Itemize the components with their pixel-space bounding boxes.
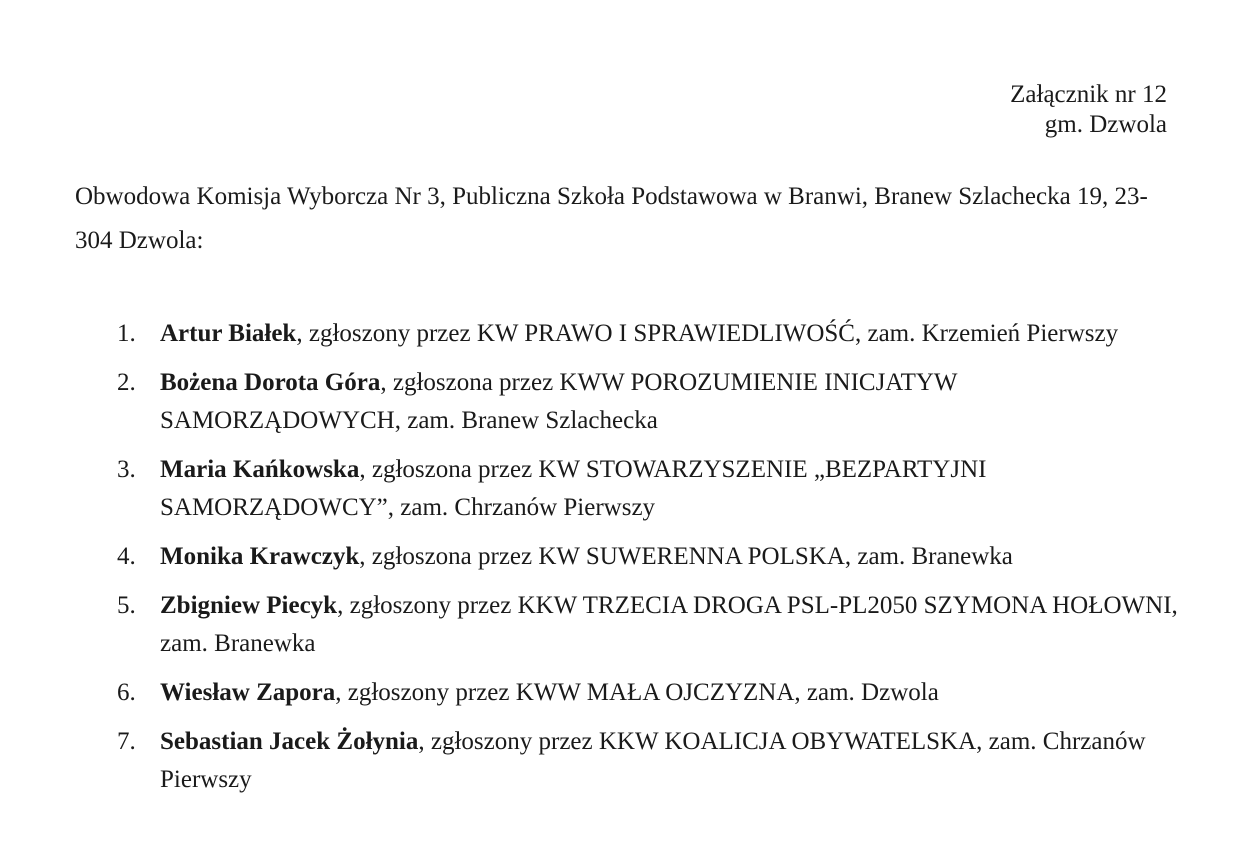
item-number: 3. <box>117 456 136 483</box>
item-number: 2. <box>117 369 136 396</box>
item-text <box>160 451 1180 527</box>
member-name: Artur Białek <box>160 320 297 347</box>
member-name: Sebastian Jacek Żołynia <box>160 728 419 755</box>
item-text <box>160 723 1180 799</box>
commission-intro: Obwodowa Komisja Wyborcza Nr 3, Publiczna Szkoła Podstawowa w Branwi, Branew Szlachecka 19, 23-304 Dzwola: <box>75 183 1148 254</box>
member-list-item <box>117 587 1180 663</box>
item-number: 1. <box>117 320 136 347</box>
member-list-item <box>117 451 1180 527</box>
member-list-item <box>117 538 1180 576</box>
member-name: Maria Kańkowska <box>160 456 360 483</box>
member-name: Bożena Dorota Góra <box>160 369 381 396</box>
annex-header <box>1010 80 1167 140</box>
member-list-item <box>117 315 1180 353</box>
member-list-item <box>117 723 1180 799</box>
member-details: , zgłoszona przez KW STOWARZYSZENIE „BEZPARTYJNI SAMORZĄDOWCY”, zam. Chrzanów Pierwszy <box>160 456 987 521</box>
member-name: Zbigniew Piecyk <box>160 592 338 619</box>
annex-commune: gm. Dzwola <box>1044 111 1167 138</box>
member-details: , zgłoszona przez KWW POROZUMIENIE INICJATYW SAMORZĄDOWYCH, zam. Branew Szlachecka <box>160 369 958 434</box>
member-details: , zgłoszony przez KKW TRZECIA DROGA PSL-PL2050 SZYMONA HOŁOWNI, zam. Branewka <box>160 592 1178 657</box>
item-text <box>160 364 1180 440</box>
annex-number: Załącznik nr 12 <box>1010 81 1167 108</box>
member-list-item <box>117 364 1180 440</box>
members-list <box>117 315 1180 810</box>
item-number: 5. <box>117 592 136 619</box>
member-details: , zgłoszony przez KW PRAWO I SPRAWIEDLIWOŚĆ, zam. Krzemień Pierwszy <box>296 320 1119 347</box>
item-number: 7. <box>117 728 136 755</box>
member-list-item <box>117 674 1180 712</box>
member-details: , zgłoszony przez KKW KOALICJA OBYWATELSKA, zam. Chrzanów Pierwszy <box>160 728 1146 793</box>
item-number: 4. <box>117 543 136 570</box>
item-number: 6. <box>117 679 136 706</box>
member-name: Wiesław Zapora <box>160 679 336 706</box>
item-text <box>160 538 1180 576</box>
member-name: Monika Krawczyk <box>160 543 360 570</box>
item-text <box>160 587 1180 663</box>
member-details: , zgłoszona przez KW SUWERENNA POLSKA, zam. Branewka <box>359 543 1013 570</box>
member-details: , zgłoszony przez KWW MAŁA OJCZYZNA, zam. Dzwola <box>335 679 939 706</box>
item-text <box>160 674 1180 712</box>
item-text <box>160 315 1180 353</box>
